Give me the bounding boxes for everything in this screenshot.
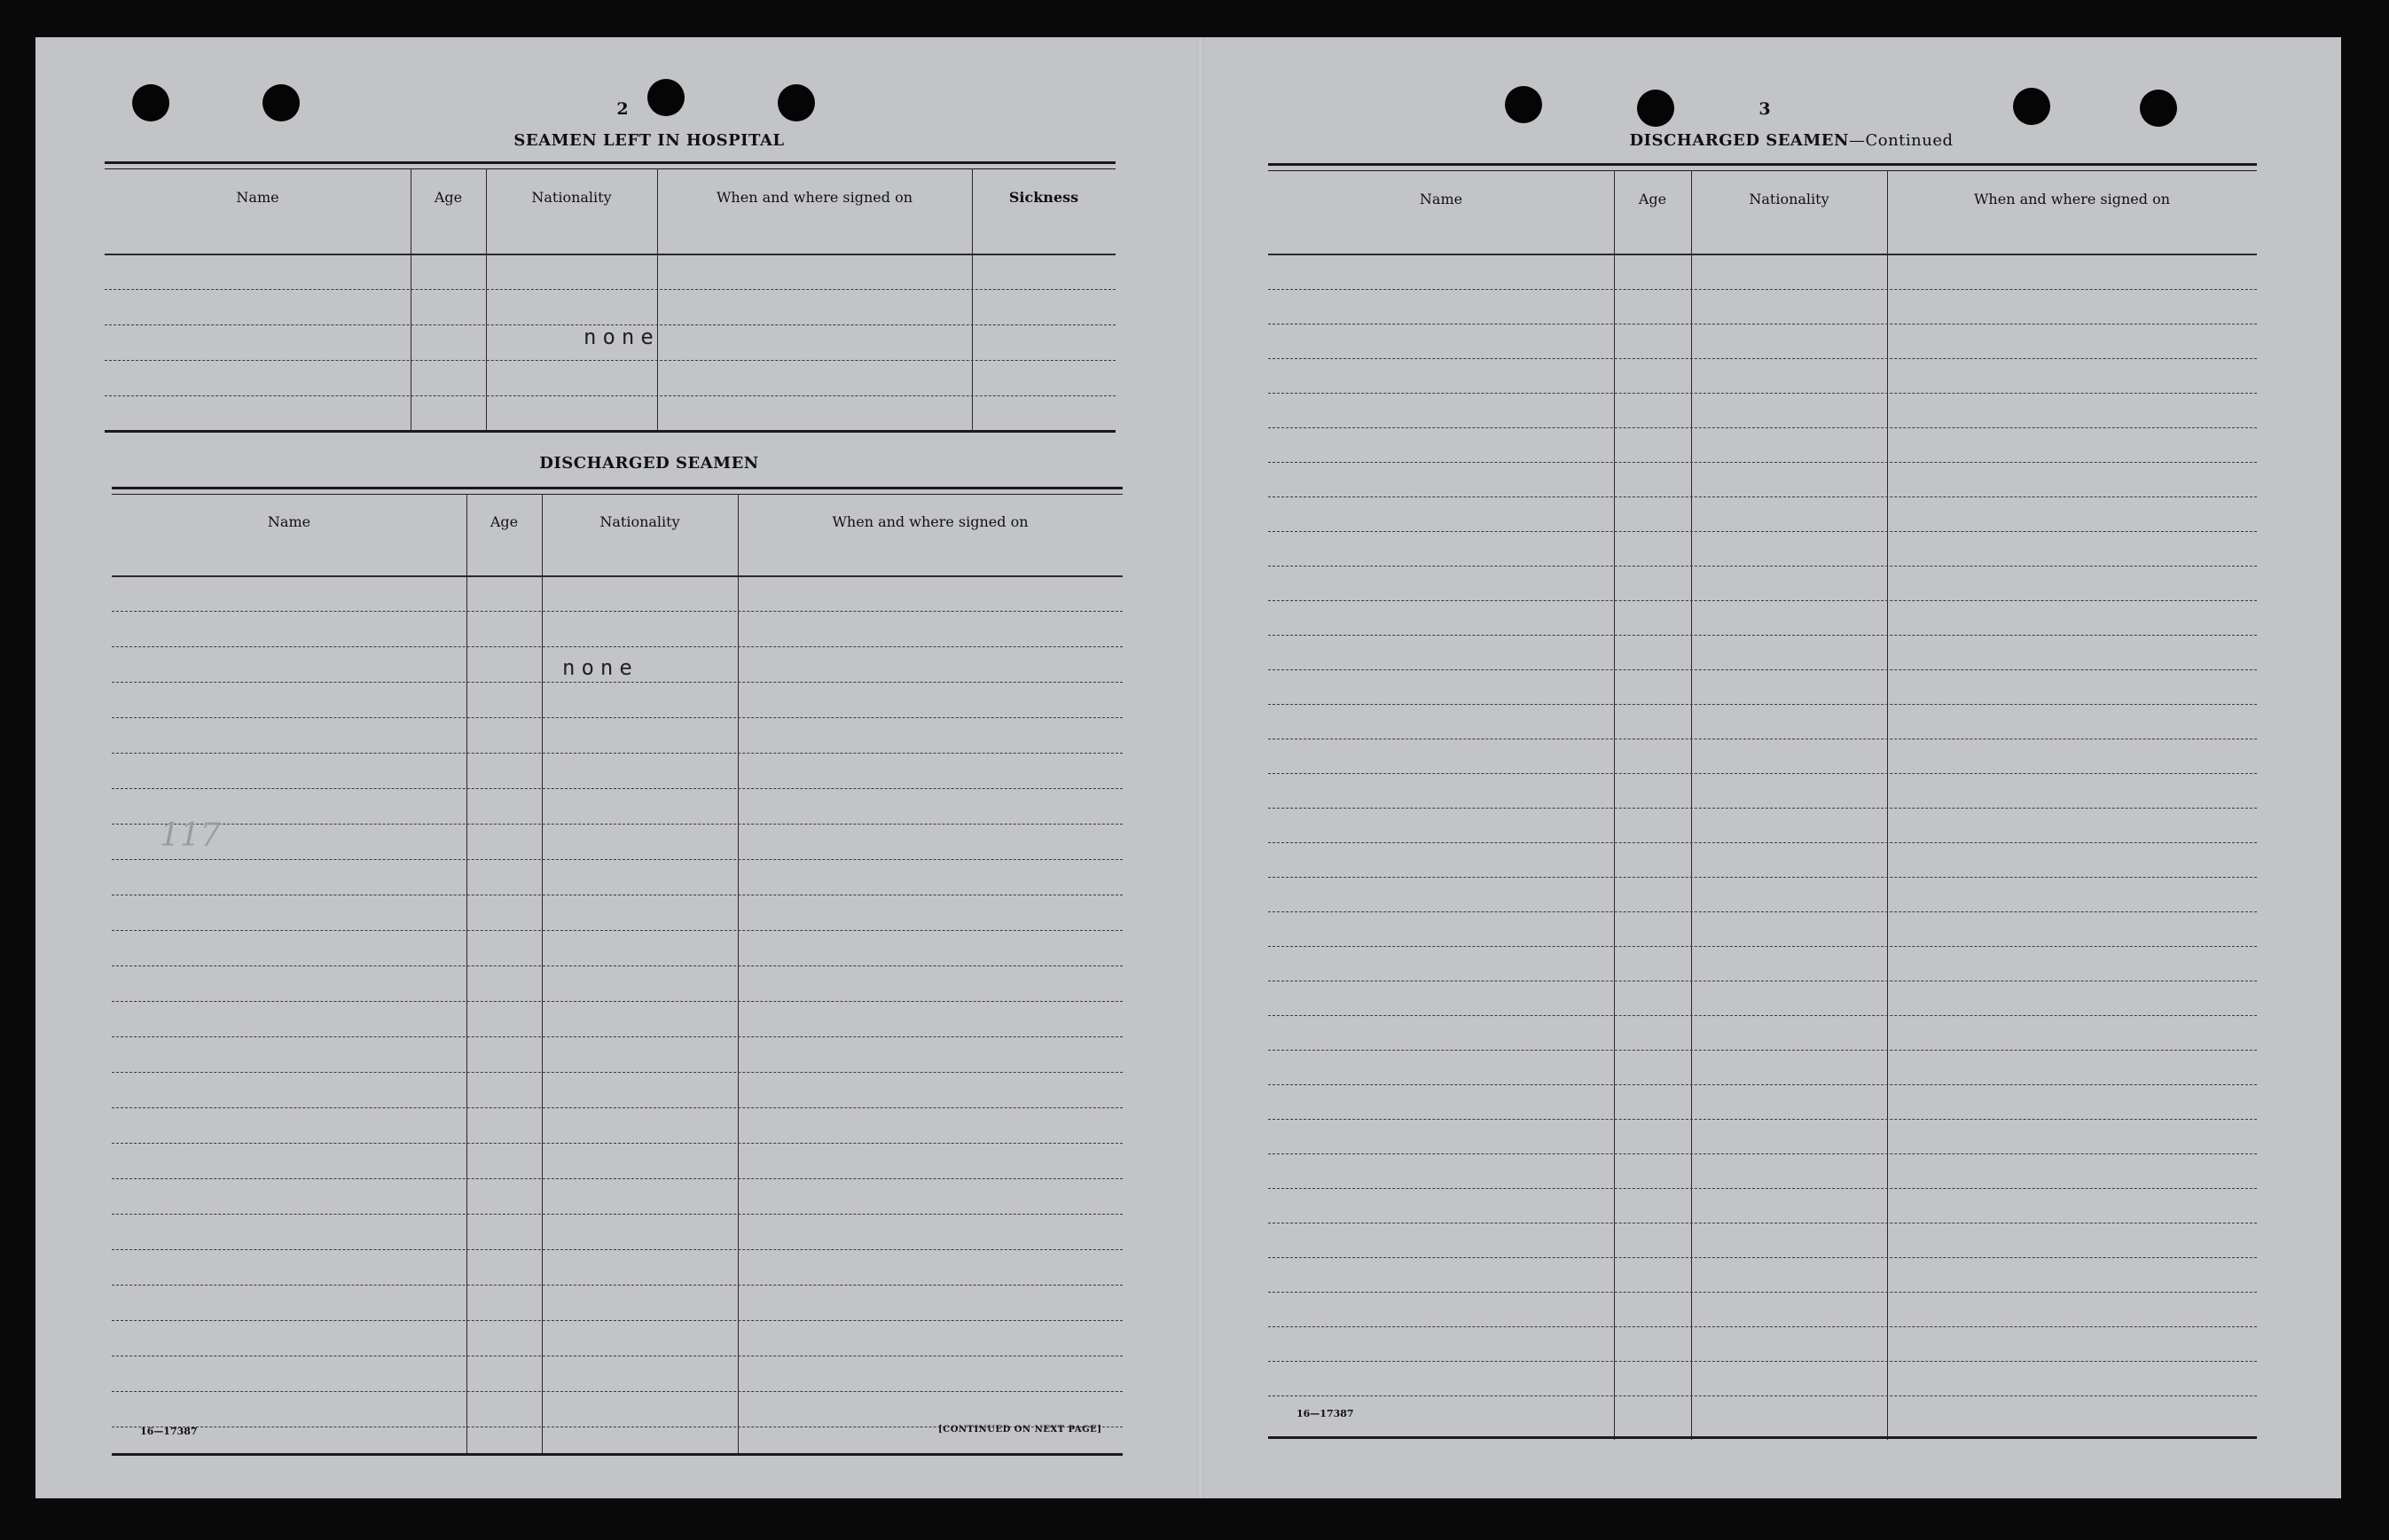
margin-mark: 117 bbox=[160, 817, 221, 854]
hospital-col-name: Name bbox=[236, 189, 279, 206]
hospital-section-title: SEAMEN LEFT IN HOSPITAL bbox=[513, 131, 785, 150]
punch-hole bbox=[647, 79, 685, 116]
hospital-table bbox=[105, 161, 1116, 436]
left-page-number: 2 bbox=[616, 99, 629, 119]
right-section-title bbox=[1525, 131, 2057, 150]
continued-col-age: Age bbox=[1638, 191, 1667, 207]
hospital-col-sickness: Sickness bbox=[1008, 189, 1079, 206]
punch-hole bbox=[1505, 86, 1542, 123]
discharged-col-nationality: Nationality bbox=[599, 513, 680, 530]
hospital-col-age: Age bbox=[434, 189, 463, 206]
hospital-col-signed-on: When and where signed on bbox=[716, 189, 913, 206]
punch-hole bbox=[132, 84, 169, 121]
continued-col-nationality: Nationality bbox=[1749, 191, 1829, 207]
continued-col-signed-on: When and where signed on bbox=[1973, 191, 2171, 207]
punch-hole bbox=[2013, 88, 2050, 125]
discharged-col-signed-on: When and where signed on bbox=[832, 513, 1029, 530]
continued-col-name: Name bbox=[1419, 191, 1463, 207]
punch-hole bbox=[1637, 90, 1674, 127]
discharged-col-name: Name bbox=[267, 513, 311, 530]
document-sheet bbox=[35, 37, 2341, 1498]
punch-hole bbox=[778, 84, 815, 121]
right-section-title-continued: —Continued bbox=[1848, 131, 1954, 150]
discharged-col-age: Age bbox=[490, 513, 519, 530]
punch-hole bbox=[2140, 90, 2177, 127]
discharged-entry: none bbox=[562, 655, 638, 680]
right-page-number: 3 bbox=[1758, 99, 1771, 119]
discharged-continued-table bbox=[1268, 163, 2257, 1458]
discharged-table bbox=[112, 487, 1123, 1462]
discharged-section-title: DISCHARGED SEAMEN bbox=[539, 454, 759, 473]
page-fold bbox=[1197, 37, 1204, 1498]
left-form-number: 16—17387 bbox=[140, 1426, 198, 1437]
hospital-col-nationality: Nationality bbox=[531, 189, 612, 206]
hospital-entry: none bbox=[584, 324, 660, 349]
right-section-title-main: DISCHARGED SEAMEN bbox=[1629, 131, 1849, 150]
continued-note: [CONTINUED ON NEXT PAGE] bbox=[938, 1425, 1102, 1434]
right-form-number: 16—17387 bbox=[1296, 1408, 1354, 1419]
punch-hole bbox=[262, 84, 300, 121]
